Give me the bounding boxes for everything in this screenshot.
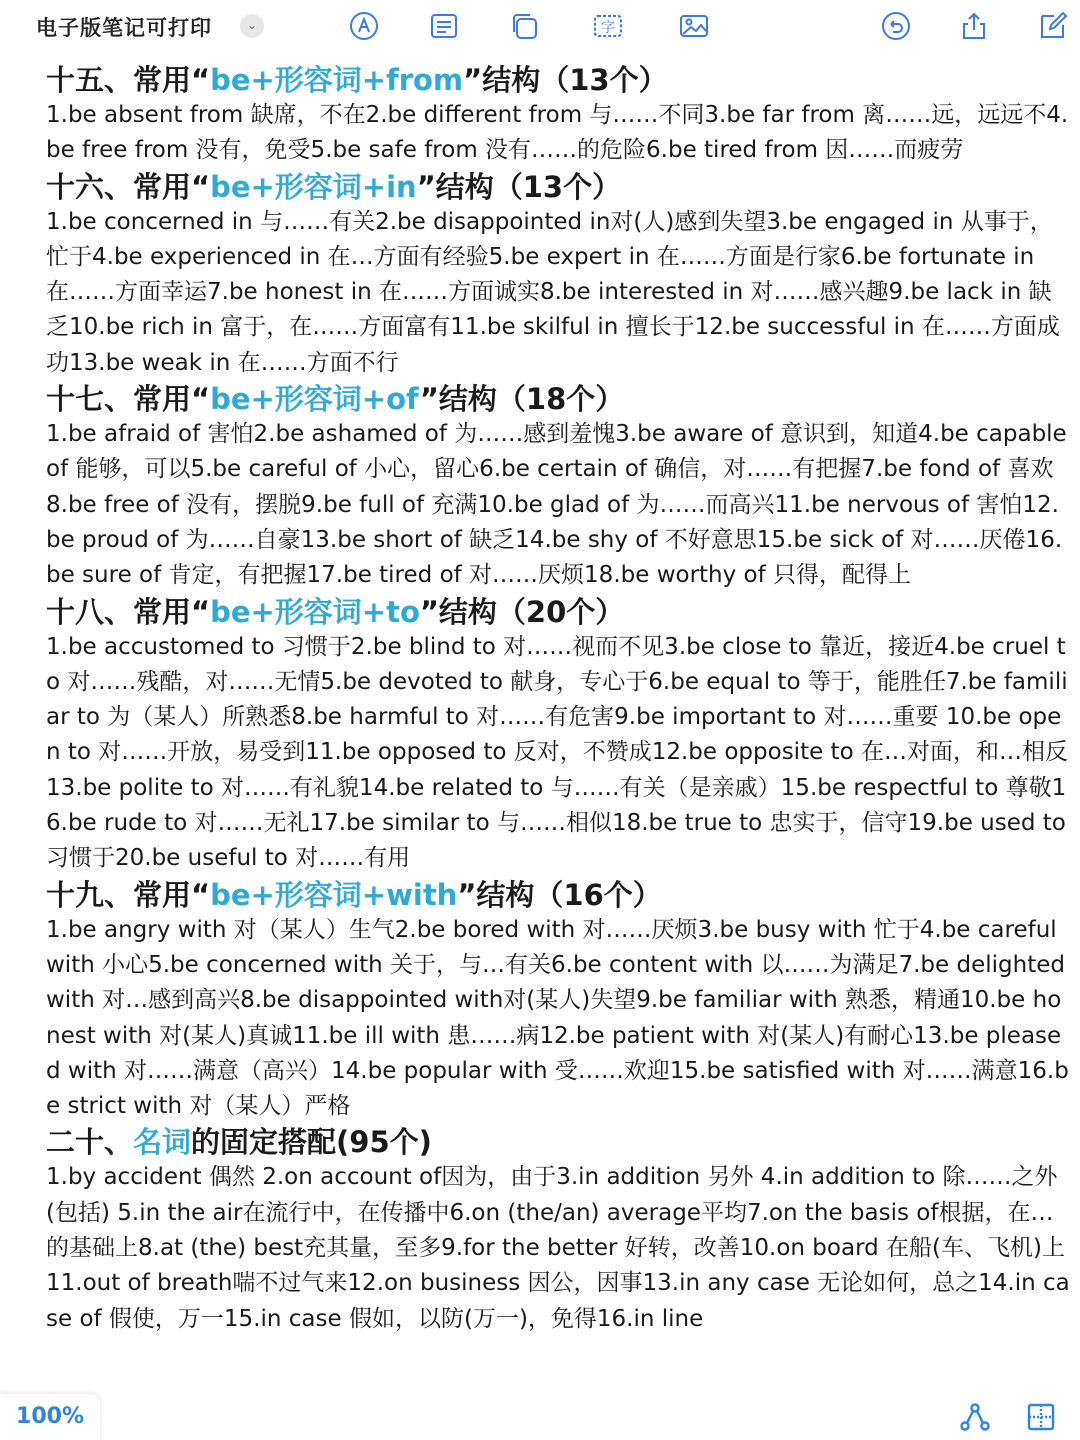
section-heading: 十九、常用“be+形容词+with”结构（16个） xyxy=(46,877,662,912)
section-heading: 十五、常用“be+形容词+from”结构（13个） xyxy=(46,63,668,97)
section-17 xyxy=(46,381,1070,593)
section-20 xyxy=(46,1124,1070,1336)
section-heading: 二十、名词的固定搭配(95个) xyxy=(46,1125,432,1160)
zi-icon[interactable] xyxy=(592,10,624,42)
document-title[interactable]: 电子版笔记可打印 xyxy=(36,16,212,40)
section-text: 1.be concerned in 与……有关2.be disappointed in对(人)感到失望3.be engaged in 从事于，忙于4.be experienced in 在…方面有经验5.be expert in 在……方面是行家6.be fortunate in 在……方面幸运7.be honest in 在……方面诚实8.be interested in 对……感兴趣9.be lack in 缺乏10.be rich in 富于，在……方面富有11.be skilful in 擅长于12.be successful in 在……方面成功13.be weak in 在……方面不行 xyxy=(46,208,1060,376)
section-text: 1.be afraid of 害怕2.be ashamed of 为……感到羞愧3.be aware of 意识到，知道4.be capable of 能够，可以5.be careful of 小心，留心6.be certain of 确信，对……有把握7.be fond of 喜欢8.be free of 没有，摆脱9.be full of 充满10.be glad of 为……而高兴11.be nervous of 害怕12.be proud of 为……自豪13.be short of 缺乏14.be shy of 不好意思15.be sick of 对……厌倦16.be sure of 肯定，有把握17.be tired of 对……厌烦18.be worthy of 只得，配得上 xyxy=(46,421,1067,589)
section-16 xyxy=(46,169,1070,381)
edit-icon[interactable] xyxy=(1036,10,1068,42)
section-text: 1.be absent from 缺席，不在2.be different from 与……不同3.be far from 离……远，远远不4.be free from 没有，免受5.be safe from 没有……的危险6.be tired from 因……而疲劳 xyxy=(46,102,1069,164)
text-box-icon[interactable] xyxy=(428,10,460,42)
section-heading: 十六、常用“be+形容词+in”结构（13个） xyxy=(46,169,622,204)
zoom-level-button[interactable]: 100% xyxy=(0,1394,100,1440)
section-text: 1.be accustomed to 习惯于2.be blind to 对……视而不见3.be close to 靠近，接近4.be cruel to 对……残酷，对……无情5.be devoted to 献身，专心于6.be equal to 等于，能胜任7.be familiar to 为（某人）所熟悉8.be harmful to 对……有危害9.be important to 对……重要 10.be open to 对……开放，易受到11.be opposed to 反对，不赞成12.be opposite to 在…对面，和…相反13.be polite to 对……有礼貌14.be related to 与……有关（是亲戚）15.be respectful to 尊敬16.be rude to 对……无礼17.be similar to 与……相似18.be true to 忠实于，信守19.be used to 习惯于20.be useful to 对……有用 xyxy=(46,633,1068,872)
share-nodes-icon[interactable] xyxy=(958,1400,992,1434)
grid-icon[interactable] xyxy=(1024,1400,1058,1434)
chevron-down-icon[interactable]: ⌄ xyxy=(240,14,264,38)
undo-icon[interactable] xyxy=(880,10,912,42)
svg-text:字: 字 xyxy=(601,20,615,36)
section-15 xyxy=(46,62,1070,169)
image-icon[interactable] xyxy=(678,10,710,42)
section-18 xyxy=(46,594,1070,877)
pen-icon[interactable] xyxy=(348,10,380,42)
note-content[interactable] xyxy=(46,62,1070,1337)
section-text: 1.by accident 偶然 2.on account of因为，由于3.in addition 另外 4.in addition to 除……之外(包括) 5.in the air在流行中，在传播中6.on (the/an) average平均7.on the basis of根据，在…的基础上8.at (the) best充其量，至多9.for the better 好转，改善10.on board 在船(车、飞机)上11.out of breath喘不过气来12.on business 因公，因事13.in any case 无论如何，总之14.in case of 假使，万一15.in case 假如，以防(万一)，免得16.in line xyxy=(46,1164,1070,1332)
section-heading: 十八、常用“be+形容词+to”结构（20个） xyxy=(46,594,625,629)
section-heading: 十七、常用“be+形容词+of”结构（18个） xyxy=(46,382,625,417)
section-text: 1.be angry with 对（某人）生气2.be bored with 对……厌烦3.be busy with 忙于4.be careful with 小心5.be concerned with 关于，与…有关6.be content with 以……为满足7.be delighted with 对…感到高兴8.be disappointed with对(某人)失望9.be familiar with 熟悉，精通10.be honest with 对(某人)真诚11.be ill with 患……病12.be patient with 对(某人)有耐心13.be pleased with 对……满意（高兴）14.be popular with 受……欢迎15.be satisfied with 对……满意16.be strict with 对（某人）严格 xyxy=(46,916,1069,1120)
share-icon[interactable] xyxy=(958,10,990,42)
section-19 xyxy=(46,877,1070,1125)
top-toolbar xyxy=(0,0,1080,52)
copy-icon[interactable] xyxy=(508,10,540,42)
